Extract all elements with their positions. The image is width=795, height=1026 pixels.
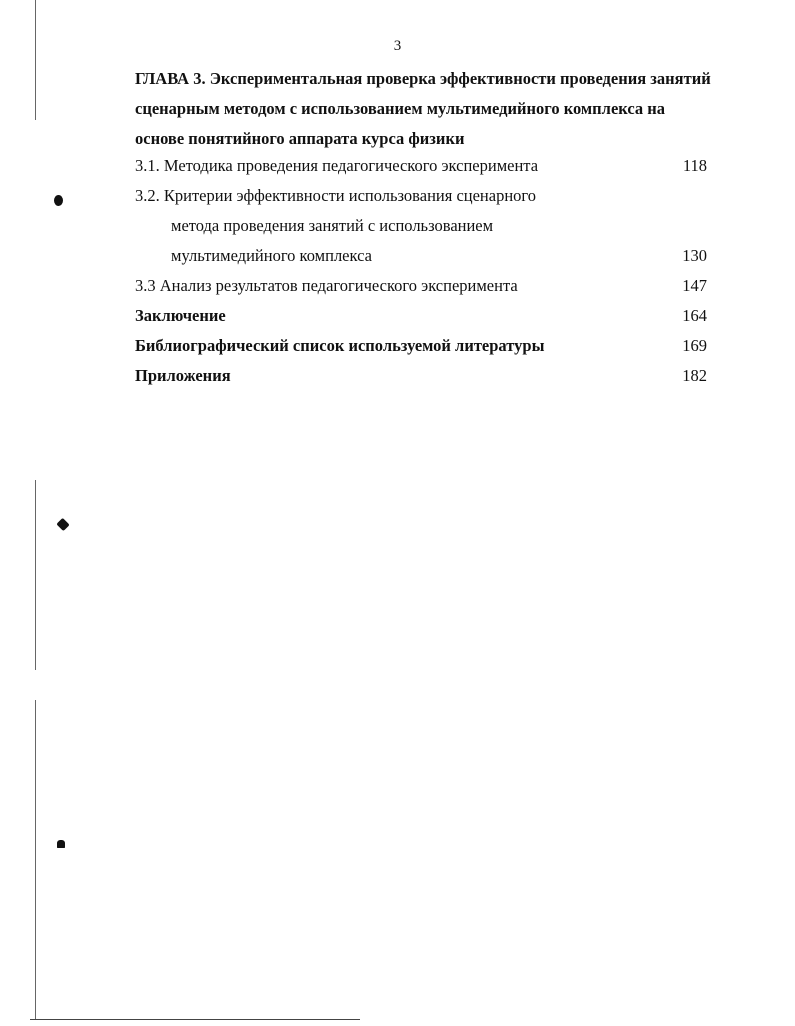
toc-entry-page: 147 bbox=[682, 276, 707, 295]
chapter-heading: ГЛАВА 3. Экспериментальная проверка эффективности проведения занятий сценарным методом с использованием мультимедийного комплекса на основе понятийного аппарата курса физики bbox=[135, 69, 711, 148]
toc-entry-line bbox=[135, 211, 707, 241]
scan-margin-line-middle bbox=[35, 480, 36, 670]
scan-bottom-line bbox=[30, 1019, 360, 1020]
toc-entry-line bbox=[135, 301, 707, 331]
toc-entry-line bbox=[135, 241, 707, 271]
scan-margin-line-bottom bbox=[35, 700, 36, 1020]
toc-entry-title: 3.3 Анализ результатов педагогического эксперимента bbox=[135, 276, 518, 295]
scan-margin-line-top bbox=[35, 0, 36, 120]
toc-entry-title: Библиографический список используемой литературы bbox=[135, 336, 545, 355]
toc-entry-title: Приложения bbox=[135, 366, 231, 385]
toc-entry-page: 118 bbox=[682, 156, 707, 175]
toc-entry-title: метода проведения занятий с использованием bbox=[171, 216, 494, 235]
toc-entry-line bbox=[135, 271, 707, 301]
toc-entry-page: 169 bbox=[682, 336, 707, 355]
toc-entry-title: 3.2. Критерии эффективности использования сценарного bbox=[135, 186, 537, 205]
toc-entry-title: мультимедийного комплекса bbox=[171, 246, 372, 265]
toc-entry-line bbox=[135, 361, 707, 391]
toc-entry-line bbox=[135, 151, 707, 181]
toc-entry-title: 3.1. Методика проведения педагогического эксперимента bbox=[135, 156, 539, 175]
toc-entry-line bbox=[135, 181, 707, 211]
toc-entry-title: Заключение bbox=[135, 306, 226, 325]
toc-entry-page: 130 bbox=[682, 246, 707, 265]
page-number: 3 bbox=[393, 38, 402, 54]
punch-hole-mark-middle bbox=[56, 518, 69, 531]
toc-entry-page: 164 bbox=[682, 306, 707, 325]
punch-hole-mark-bottom bbox=[57, 840, 65, 848]
toc-entry-page: 182 bbox=[682, 366, 707, 385]
punch-hole-mark-top bbox=[54, 195, 63, 206]
toc-entry-line bbox=[135, 331, 707, 361]
